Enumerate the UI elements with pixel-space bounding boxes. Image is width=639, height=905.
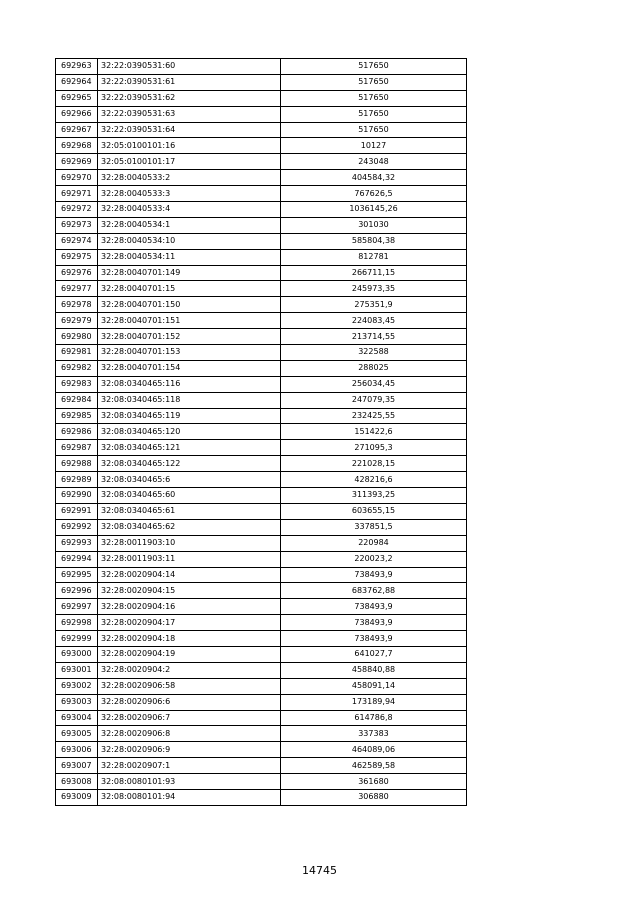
value-cell: 220984 <box>281 535 467 551</box>
table-row <box>56 249 467 265</box>
record-id-cell: 692982 <box>56 360 98 376</box>
table-row <box>56 646 467 662</box>
cadastral-number-cell: 32:08:0340465:116 <box>98 376 281 392</box>
record-id-cell: 692981 <box>56 345 98 361</box>
cadastral-number-cell: 32:28:0040533:2 <box>98 170 281 186</box>
record-id-cell: 693004 <box>56 710 98 726</box>
table-row <box>56 392 467 408</box>
cadastral-number-cell: 32:28:0020904:2 <box>98 662 281 678</box>
cadastral-number-cell: 32:28:0040701:153 <box>98 345 281 361</box>
record-id-cell: 692990 <box>56 488 98 504</box>
table-row <box>56 789 467 805</box>
record-id-cell: 692978 <box>56 297 98 313</box>
cadastral-number-cell: 32:28:0020906:7 <box>98 710 281 726</box>
table-row <box>56 694 467 710</box>
value-cell: 517650 <box>281 106 467 122</box>
record-id-cell: 692985 <box>56 408 98 424</box>
record-id-cell: 692993 <box>56 535 98 551</box>
value-cell: 275351,9 <box>281 297 467 313</box>
value-cell: 738493,9 <box>281 615 467 631</box>
table-row <box>56 281 467 297</box>
value-cell: 288025 <box>281 360 467 376</box>
cadastral-number-cell: 32:08:0340465:6 <box>98 472 281 488</box>
record-id-cell: 692977 <box>56 281 98 297</box>
value-cell: 603655,15 <box>281 503 467 519</box>
value-cell: 232425,55 <box>281 408 467 424</box>
cadastral-number-cell: 32:08:0080101:94 <box>98 789 281 805</box>
record-id-cell: 692976 <box>56 265 98 281</box>
record-id-cell: 693007 <box>56 758 98 774</box>
record-id-cell: 692967 <box>56 122 98 138</box>
value-cell: 683762,88 <box>281 583 467 599</box>
record-id-cell: 693003 <box>56 694 98 710</box>
cadastral-number-cell: 32:28:0040701:151 <box>98 313 281 329</box>
cadastral-number-cell: 32:08:0340465:121 <box>98 440 281 456</box>
cadastral-number-cell: 32:22:0390531:61 <box>98 74 281 90</box>
cadastral-number-cell: 32:28:0011903:10 <box>98 535 281 551</box>
record-id-cell: 692995 <box>56 567 98 583</box>
table-row <box>56 583 467 599</box>
value-cell: 266711,15 <box>281 265 467 281</box>
value-cell: 641027,7 <box>281 646 467 662</box>
table-row <box>56 519 467 535</box>
table-row <box>56 615 467 631</box>
table-row <box>56 233 467 249</box>
page-number: 14745 <box>302 864 337 877</box>
table-row <box>56 186 467 202</box>
record-id-cell: 693000 <box>56 646 98 662</box>
table-row <box>56 503 467 519</box>
table-row <box>56 154 467 170</box>
cadastral-number-cell: 32:28:0020907:1 <box>98 758 281 774</box>
record-id-cell: 693002 <box>56 678 98 694</box>
cadastral-number-cell: 32:08:0340465:61 <box>98 503 281 519</box>
value-cell: 173189,94 <box>281 694 467 710</box>
cadastral-number-cell: 32:22:0390531:63 <box>98 106 281 122</box>
value-cell: 361680 <box>281 774 467 790</box>
record-id-cell: 692970 <box>56 170 98 186</box>
value-cell: 614786,8 <box>281 710 467 726</box>
record-id-cell: 692991 <box>56 503 98 519</box>
value-cell: 585804,38 <box>281 233 467 249</box>
cadastral-value-table <box>55 58 467 806</box>
table-row <box>56 488 467 504</box>
value-cell: 247079,35 <box>281 392 467 408</box>
table-row <box>56 440 467 456</box>
cadastral-number-cell: 32:28:0040701:149 <box>98 265 281 281</box>
record-id-cell: 692983 <box>56 376 98 392</box>
record-id-cell: 692973 <box>56 217 98 233</box>
value-cell: 337383 <box>281 726 467 742</box>
cadastral-number-cell: 32:08:0340465:60 <box>98 488 281 504</box>
cadastral-number-cell: 32:28:0040701:150 <box>98 297 281 313</box>
table-row <box>56 758 467 774</box>
value-cell: 220023,2 <box>281 551 467 567</box>
cadastral-number-cell: 32:28:0040534:11 <box>98 249 281 265</box>
record-id-cell: 692972 <box>56 202 98 218</box>
record-id-cell: 692992 <box>56 519 98 535</box>
value-cell: 738493,9 <box>281 567 467 583</box>
value-cell: 256034,45 <box>281 376 467 392</box>
cadastral-number-cell: 32:08:0340465:118 <box>98 392 281 408</box>
value-cell: 458091,14 <box>281 678 467 694</box>
table-row <box>56 599 467 615</box>
value-cell: 462589,58 <box>281 758 467 774</box>
table-row <box>56 297 467 313</box>
record-id-cell: 692963 <box>56 59 98 75</box>
value-cell: 738493,9 <box>281 599 467 615</box>
table-row <box>56 742 467 758</box>
cadastral-number-cell: 32:28:0040534:1 <box>98 217 281 233</box>
table-body <box>56 59 467 806</box>
value-cell: 464089,06 <box>281 742 467 758</box>
cadastral-number-cell: 32:08:0340465:120 <box>98 424 281 440</box>
cadastral-number-cell: 32:08:0080101:93 <box>98 774 281 790</box>
value-cell: 213714,55 <box>281 329 467 345</box>
cadastral-number-cell: 32:28:0040533:4 <box>98 202 281 218</box>
value-cell: 517650 <box>281 59 467 75</box>
table-row <box>56 631 467 647</box>
cadastral-number-cell: 32:28:0020906:58 <box>98 678 281 694</box>
cadastral-number-cell: 32:28:0020904:16 <box>98 599 281 615</box>
record-id-cell: 692966 <box>56 106 98 122</box>
value-cell: 1036145,26 <box>281 202 467 218</box>
value-cell: 517650 <box>281 90 467 106</box>
value-cell: 151422,6 <box>281 424 467 440</box>
cadastral-number-cell: 32:28:0040701:152 <box>98 329 281 345</box>
cadastral-number-cell: 32:28:0020906:6 <box>98 694 281 710</box>
cadastral-number-cell: 32:05:0100101:17 <box>98 154 281 170</box>
table-row <box>56 329 467 345</box>
cadastral-number-cell: 32:28:0040534:10 <box>98 233 281 249</box>
table-row <box>56 567 467 583</box>
value-cell: 337851,5 <box>281 519 467 535</box>
record-id-cell: 693005 <box>56 726 98 742</box>
value-cell: 517650 <box>281 122 467 138</box>
cadastral-number-cell: 32:28:0020904:19 <box>98 646 281 662</box>
record-id-cell: 692997 <box>56 599 98 615</box>
value-cell: 458840,88 <box>281 662 467 678</box>
cadastral-number-cell: 32:22:0390531:64 <box>98 122 281 138</box>
table-row <box>56 313 467 329</box>
table-row <box>56 265 467 281</box>
table-row <box>56 74 467 90</box>
table-row <box>56 360 467 376</box>
table-row <box>56 202 467 218</box>
value-cell: 245973,35 <box>281 281 467 297</box>
table-row <box>56 106 467 122</box>
record-id-cell: 692979 <box>56 313 98 329</box>
table-row <box>56 345 467 361</box>
cadastral-number-cell: 32:28:0040701:154 <box>98 360 281 376</box>
record-id-cell: 692965 <box>56 90 98 106</box>
value-cell: 10127 <box>281 138 467 154</box>
value-cell: 224083,45 <box>281 313 467 329</box>
table-row <box>56 726 467 742</box>
value-cell: 767626,5 <box>281 186 467 202</box>
record-id-cell: 693001 <box>56 662 98 678</box>
table-row <box>56 472 467 488</box>
table-row <box>56 59 467 75</box>
record-id-cell: 692984 <box>56 392 98 408</box>
table-row <box>56 170 467 186</box>
cadastral-number-cell: 32:08:0340465:119 <box>98 408 281 424</box>
cadastral-number-cell: 32:22:0390531:62 <box>98 90 281 106</box>
table-row <box>56 662 467 678</box>
cadastral-number-cell: 32:08:0340465:122 <box>98 456 281 472</box>
cadastral-number-cell: 32:28:0020906:8 <box>98 726 281 742</box>
table-row <box>56 456 467 472</box>
cadastral-number-cell: 32:28:0020906:9 <box>98 742 281 758</box>
cadastral-number-cell: 32:28:0020904:15 <box>98 583 281 599</box>
record-id-cell: 692975 <box>56 249 98 265</box>
record-id-cell: 692969 <box>56 154 98 170</box>
record-id-cell: 692994 <box>56 551 98 567</box>
record-id-cell: 692987 <box>56 440 98 456</box>
record-id-cell: 692989 <box>56 472 98 488</box>
table-row <box>56 376 467 392</box>
cadastral-number-cell: 32:05:0100101:16 <box>98 138 281 154</box>
table-row <box>56 678 467 694</box>
record-id-cell: 692988 <box>56 456 98 472</box>
table-row <box>56 774 467 790</box>
table-row <box>56 551 467 567</box>
record-id-cell: 692980 <box>56 329 98 345</box>
value-cell: 221028,15 <box>281 456 467 472</box>
table-row <box>56 90 467 106</box>
cadastral-number-cell: 32:28:0040533:3 <box>98 186 281 202</box>
cadastral-number-cell: 32:08:0340465:62 <box>98 519 281 535</box>
table-row <box>56 710 467 726</box>
value-cell: 322588 <box>281 345 467 361</box>
cadastral-number-cell: 32:28:0020904:17 <box>98 615 281 631</box>
record-id-cell: 692999 <box>56 631 98 647</box>
value-cell: 243048 <box>281 154 467 170</box>
table-row <box>56 424 467 440</box>
value-cell: 738493,9 <box>281 631 467 647</box>
table-row <box>56 138 467 154</box>
record-id-cell: 692974 <box>56 233 98 249</box>
record-id-cell: 692986 <box>56 424 98 440</box>
record-id-cell: 693008 <box>56 774 98 790</box>
value-cell: 306880 <box>281 789 467 805</box>
value-cell: 311393,25 <box>281 488 467 504</box>
cadastral-number-cell: 32:22:0390531:60 <box>98 59 281 75</box>
record-id-cell: 692964 <box>56 74 98 90</box>
table-row <box>56 535 467 551</box>
table-row <box>56 408 467 424</box>
table-row <box>56 122 467 138</box>
value-cell: 517650 <box>281 74 467 90</box>
record-id-cell: 692996 <box>56 583 98 599</box>
value-cell: 428216,6 <box>281 472 467 488</box>
cadastral-number-cell: 32:28:0040701:15 <box>98 281 281 297</box>
record-id-cell: 692968 <box>56 138 98 154</box>
record-id-cell: 693009 <box>56 789 98 805</box>
value-cell: 301030 <box>281 217 467 233</box>
cadastral-number-cell: 32:28:0020904:18 <box>98 631 281 647</box>
value-cell: 271095,3 <box>281 440 467 456</box>
value-cell: 812781 <box>281 249 467 265</box>
value-cell: 404584,32 <box>281 170 467 186</box>
record-id-cell: 693006 <box>56 742 98 758</box>
record-id-cell: 692998 <box>56 615 98 631</box>
cadastral-number-cell: 32:28:0020904:14 <box>98 567 281 583</box>
table-row <box>56 217 467 233</box>
cadastral-number-cell: 32:28:0011903:11 <box>98 551 281 567</box>
record-id-cell: 692971 <box>56 186 98 202</box>
